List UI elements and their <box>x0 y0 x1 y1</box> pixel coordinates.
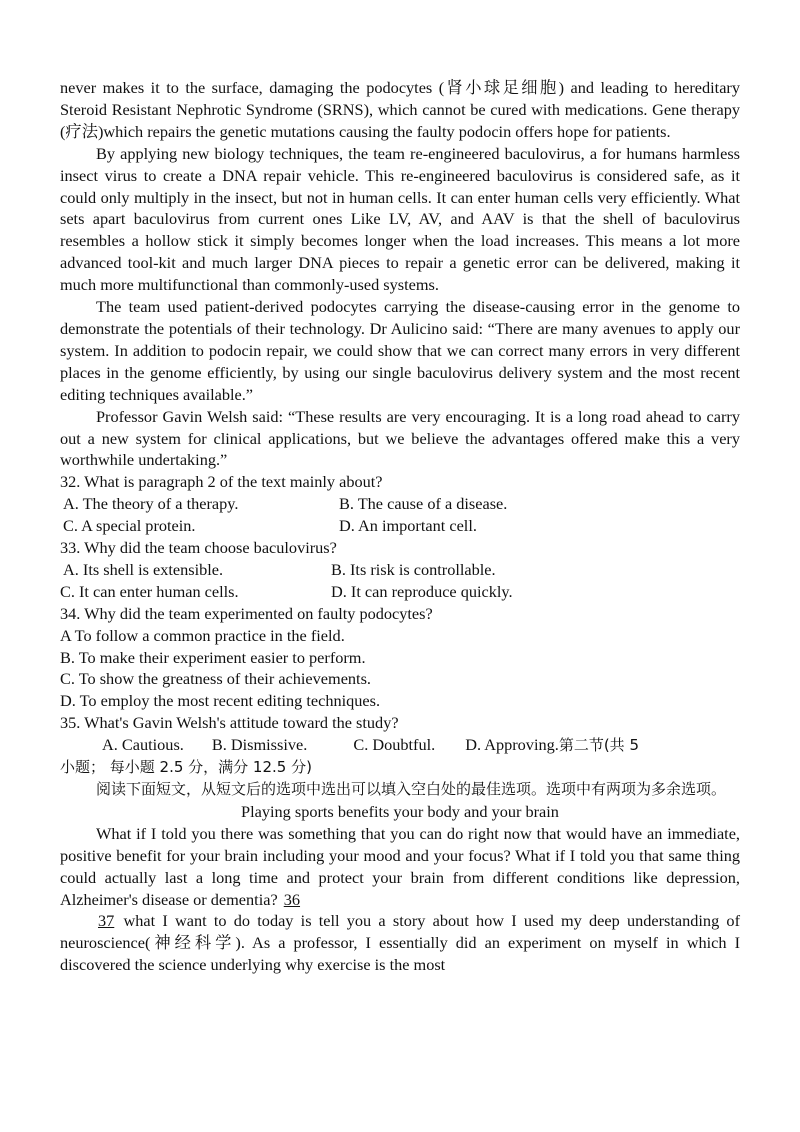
q34-option-c: C. To show the greatness of their achievements. <box>60 669 371 689</box>
q35-option-a: A. Cautious. <box>102 735 184 755</box>
document-page <box>60 77 740 976</box>
q35-option-b: B. Dismissive. <box>211 735 308 755</box>
blank-37[interactable]: 37 <box>98 911 115 931</box>
passage-title: Playing sports benefits your body and your brain <box>241 801 559 821</box>
passage2-paragraph-1 <box>60 823 740 911</box>
q35-option-d: D. Approving. <box>465 735 559 755</box>
blank-36[interactable]: 36 <box>283 889 301 909</box>
section2-header: 小题； 每小题 2.5 分，满分 12.5 分) <box>60 758 312 777</box>
question-32-options-row-1 <box>60 493 740 515</box>
q32-option-d: D. An important cell. <box>339 516 477 536</box>
question-33-options-row-2 <box>60 581 740 603</box>
section2-instructions: 阅读下面短文，从短文后的选项中选出可以填入空白处的最佳选项。选项中有两项为多余选项。 <box>96 780 727 798</box>
question-33-options-row-1 <box>60 559 740 581</box>
passage2-paragraph-2 <box>60 910 740 976</box>
q32-option-c: C. A special protein. <box>63 516 196 536</box>
q35-option-c: C. Doubtful. <box>353 735 436 755</box>
q34-option-a: A To follow a common practice in the field. <box>60 625 345 645</box>
q34-option-b: B. To make their experiment easier to perform. <box>60 647 366 667</box>
passage2-paragraph-2-text: what I want to do today is tell you a story about how I used my deep understanding of neuroscience(神经科学). As a professor, I essentially did an experiment on myself in which I discovered the science underlying why exercise is the most <box>60 911 740 975</box>
q33-option-c: C. It can enter human cells. <box>60 581 239 601</box>
passage-paragraph-1: never makes it to the surface, damaging the podocytes (肾小球足细胞) and leading to hereditary Steroid Resistant Nephrotic Syndrome (SRNS), which cannot be cured with medications. Gene therapy (疗法)which repairs the genetic mutations causing the faulty podocin offers hope for patients. <box>60 78 740 141</box>
passage-paragraph-3: The team used patient-derived podocytes carrying the disease-causing error in the genome to demonstrate the potentials of their technology. Dr Aulicino said: “There are many avenues to apply our system. In addition to podocin repair, we could show that we can correct many errors in very different places in the genome efficiently, by using our single baculovirus delivery system and the most recent editing techniques available.” <box>60 297 740 404</box>
passage-paragraph-2: By applying new biology techniques, the team re-engineered baculovirus, a for humans harmless insect virus to create a DNA repair vehicle. This re-engineered baculovirus is considered safe, as it could only multiply in the insect, but not in human cells. It can enter human cells very efficiently. What sets apart baculovirus from current ones Like LV, AV, and AAV is that the shell of baculovirus resembles a hollow stick it simply becomes longer when the load increases. This means a lot more advanced tool-kit and much larger DNA pieces to repair a genetic error can be delivered, making it much more multifunctional than commonly-used systems. <box>60 143 740 295</box>
q33-option-d: D. It can reproduce quickly. <box>331 581 513 601</box>
question-32-stem: 32. What is paragraph 2 of the text mainly about? <box>60 472 383 492</box>
passage2-paragraph-1-text: What if I told you there was something that you can do right now that would have an immediate, positive benefit for your brain including your mood and your focus? What if I told you that same thing could actually last a long time and protect your brain from different conditions like depression, Alzheimer's disease or dementia? <box>60 823 740 909</box>
q34-option-d: D. To employ the most recent editing techniques. <box>60 691 381 711</box>
q33-option-b: B. Its risk is controllable. <box>331 559 496 579</box>
question-34-stem: 34. Why did the team experimented on faulty podocytes? <box>60 603 433 623</box>
q33-option-a: A. Its shell is extensible. <box>63 559 224 579</box>
q32-option-a: A. The theory of a therapy. <box>63 494 239 514</box>
question-32-options-row-2 <box>60 515 740 537</box>
section2-header-tail: 第二节(共 5 <box>558 736 639 755</box>
question-35-stem: 35. What's Gavin Welsh's attitude toward the study? <box>60 713 399 733</box>
passage-paragraph-4: Professor Gavin Welsh said: “These results are very encouraging. It is a long road ahead to carry out a new system for clinical applications, but we believe the advantages offered make this a very worthwhile undertaking.” <box>60 406 740 470</box>
question-33-stem: 33. Why did the team choose baculovirus? <box>60 538 337 558</box>
q32-option-b: B. The cause of a disease. <box>339 494 508 514</box>
question-35-options-row <box>60 734 740 757</box>
